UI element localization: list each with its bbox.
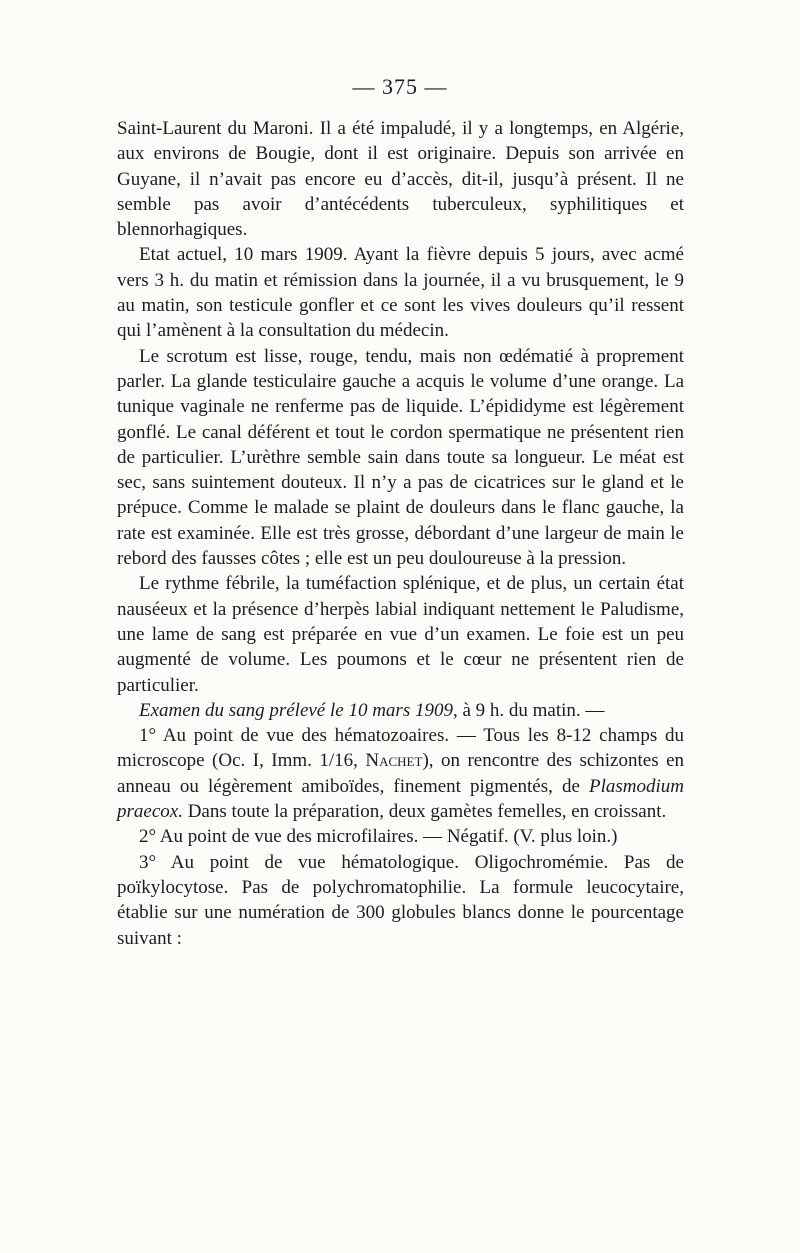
text-run: ), on rencontre des schizontes en anneau ou légèrement amiboïdes, finement pigmentés, de — [117, 750, 684, 797]
text-run: Le scrotum est lisse, rouge, tendu, mais non œdématié à proprement parler. La glande testiculaire gauche a acquis le volume d’une orange. La tunique vaginale ne renferme pas de liquide. L’épididyme est légèrement gonflé. Le canal déférent et tout le cordon spermatique ne présentent rien de particulier. L’urèthre semble sain dans toute sa longueur. Le méat est sec, sans suintement douteux. Il n’y a pas de cicatrices sur le gland et le prépuce. Comme le malade se plaint de douleurs dans le flanc gauche, la rate est examinée. Elle est très grosse, débordant d’une largeur de main le rebord des fausses côtes ; elle est un peu douloureuse à la pression. — [117, 345, 684, 570]
page-number: — 375 — — [352, 74, 448, 99]
paragraph — [117, 824, 684, 849]
paragraph — [117, 116, 684, 242]
text-run: Dans toute la préparation, deux gamètes femelles, en croissant. — [182, 801, 667, 823]
body-text — [117, 116, 684, 951]
text-run: 1° Au point de vue des hématozoaires. — Tous les 8-12 champs du microscope (Oc. I, Imm. 1/16, — [117, 725, 684, 772]
text-run: à 9 h. du matin. — — [457, 699, 605, 721]
text-run: Saint-Laurent du Maroni. Il a été impaludé, il y a longtemps, en Algérie, aux environs de Bougie, dont il est originaire. Depuis son arrivée en Guyane, il n’avait pas encore eu d’accès, dit-il, jusqu’à présent. Il ne semble pas avoir d’antécédents tuberculeux, syphilitiques et blennorhagiques. — [117, 118, 684, 241]
text-run: Le rythme fébrile, la tuméfaction splénique, et de plus, un certain état nauséeux et la présence d’herpès labial indiquant nettement le Paludisme, une lame de sang est préparée en vue d’un examen. Le foie est un peu augmenté de volume. Les poumons et le cœur ne présentent rien de particulier. — [117, 573, 684, 696]
paragraph — [117, 698, 684, 723]
text-run: 3° Au point de vue hématologique. Oligochromémie. Pas de poïkylocytose. Pas de polychromatophilie. La formule leucocytaire, établie sur une numération de 300 globules blancs donne le pourcentage suivant : — [117, 851, 684, 949]
paragraph — [117, 723, 684, 824]
paragraph — [117, 242, 684, 343]
text-run: 2° Au point de vue des microfilaires. — Négatif. (V. plus loin.) — [139, 826, 618, 848]
paragraph — [117, 344, 684, 572]
italic-text: Plasmodium praecox. — [117, 775, 684, 823]
italic-text: Examen du sang prélevé le 10 mars 1909, — [139, 699, 458, 721]
text-run: Etat actuel, 10 mars 1909. Ayant la fièvre depuis 5 jours, avec acmé vers 3 h. du matin et rémission dans la journée, il a vu brusquement, le 9 au matin, son testicule gonfler et ce sont les vives douleurs qu’il ressent qui l’amènent à la consultation du médecin. — [117, 244, 684, 342]
paragraph — [117, 850, 684, 951]
small-caps-text: Nachet — [365, 750, 423, 772]
paragraph — [117, 571, 684, 697]
